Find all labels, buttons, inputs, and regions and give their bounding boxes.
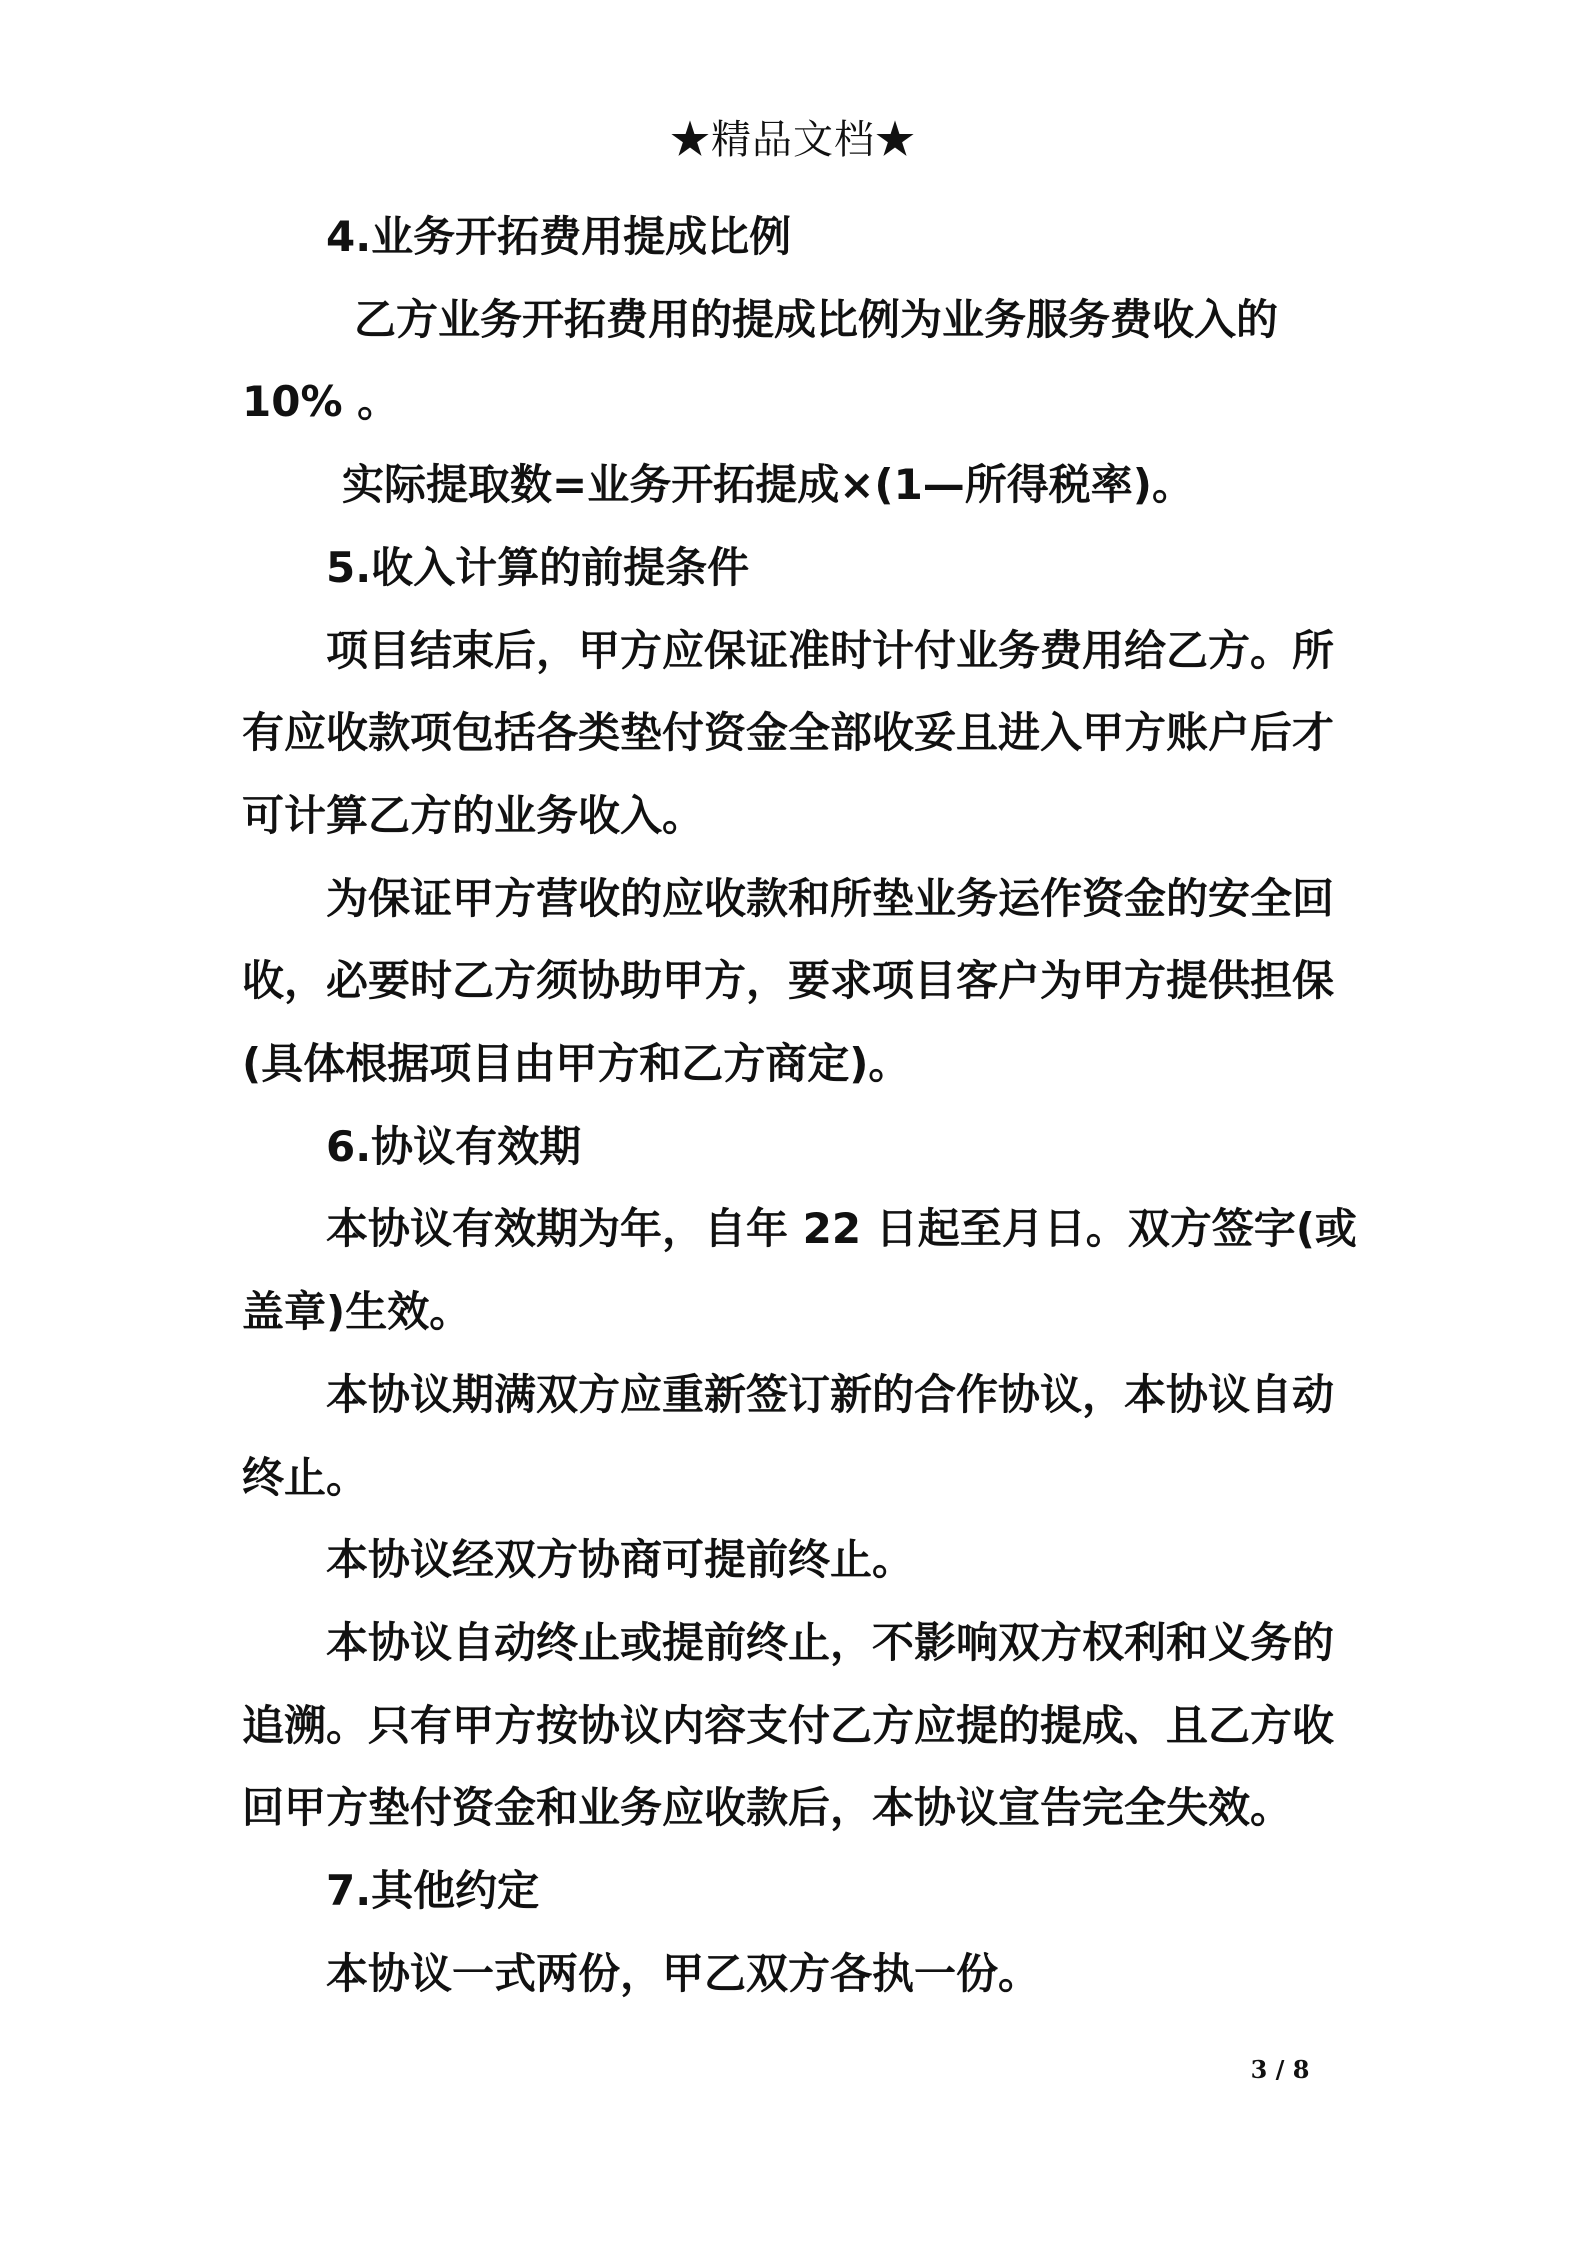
section-heading-commission-ratio: 4.业务开拓费用提成比例 [326,212,792,261]
paragraph-validity-term: 本协议有效期为年，自年 22 日起至月日。双方签字(或盖章)生效。 [242,1204,1357,1337]
paragraph-early-termination: 本协议经双方协商可提前终止。 [326,1535,915,1585]
paragraph-commission-ratio: 乙方业务开拓费用的提成比例为业务服务费收入的10% 。 [242,294,1279,427]
paragraph-termination-effects: 本协议自动终止或提前终止，不影响双方权利和义务的追溯。只有甲方按协议内容支付乙方应提的提成、且乙方收回甲方垫付资金和业务应收款后，本协议宣告完全失效。 [242,1617,1335,1833]
section-heading-other-terms: 7.其他约定 [326,1866,540,1916]
document-body [242,196,1358,2015]
paragraph-renewal: 本协议期满双方应重新签订新的合作协议，本协议自动终止。 [242,1369,1335,1502]
page-header-title: ★精品文档★ [670,117,916,163]
paragraph-actual-withdrawal-formula: 实际提取数=业务开拓提成×(1—所得税率)。 [342,460,1194,510]
paragraph-project-settlement: 项目结束后，甲方应保证准时计付业务费用给乙方。所有应收款项包括各类垫付资金全部收妥且进入甲方账户后才可计算乙方的业务收入。 [242,625,1335,840]
paragraph-receivables-security: 为保证甲方营收的应收款和所垫业务运作资金的安全回收，必要时乙方须协助甲方，要求项目客户为甲方提供担保(具体根据项目由甲方和乙方商定)。 [242,873,1335,1089]
page-number: 3 / 8 [1250,2055,1310,2084]
paragraph-copies: 本协议一式两份，甲乙双方各执一份。 [326,1948,1041,1998]
section-heading-validity-period: 6.协议有效期 [326,1121,582,1171]
section-heading-income-preconditions: 5.收入计算的前提条件 [326,542,750,592]
